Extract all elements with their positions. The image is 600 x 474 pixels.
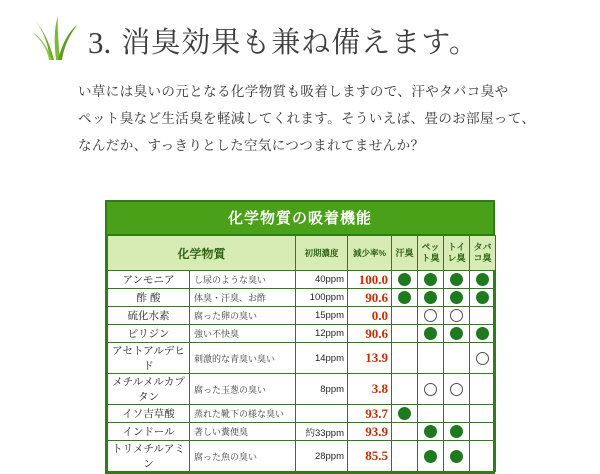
cell-chemical-description: 刺激的な青臭い臭い <box>190 343 296 374</box>
cell-chemical-name: アンモニア <box>108 271 190 289</box>
cell-mark-sweat <box>392 289 418 307</box>
cell-mark-sweat <box>392 307 418 325</box>
table-row <box>108 423 496 441</box>
lede-line-3: なんだか、すっきりとした空気につつまれてませんか？ <box>78 138 425 153</box>
cell-mark-pet <box>418 374 444 405</box>
header-odor-toilet: トイレ臭 <box>444 236 470 271</box>
filled-circle-icon <box>424 327 437 340</box>
cell-mark-sweat <box>392 325 418 343</box>
cell-mark-sweat <box>392 343 418 374</box>
cell-mark-toilet <box>444 289 470 307</box>
cell-mark-toilet <box>444 374 470 405</box>
cell-mark-sweat <box>392 271 418 289</box>
cell-mark-toilet <box>444 271 470 289</box>
chemical-absorption-table <box>105 200 495 474</box>
cell-mark-toilet <box>444 423 470 441</box>
filled-circle-icon <box>476 273 489 286</box>
header-odor-tobacco: タバコ臭 <box>470 236 496 271</box>
lede-line-2: ペット臭など生活臭を軽減してくれます。そういえば、畳のお部屋って、 <box>78 111 536 126</box>
cell-mark-toilet <box>444 441 470 472</box>
header-rate: 減少率% <box>348 236 392 271</box>
open-circle-icon <box>450 309 463 322</box>
open-circle-icon <box>450 383 463 396</box>
filled-circle-icon <box>450 425 463 438</box>
data-table <box>107 235 496 472</box>
cell-mark-toilet <box>444 343 470 374</box>
header-odor-pet: ペット臭 <box>418 236 444 271</box>
cell-chemical-description: 体臭・汗臭、お酢 <box>190 289 296 307</box>
cell-chemical-name: インドール <box>108 423 190 441</box>
cell-chemical-name: ピリジン <box>108 325 190 343</box>
cell-reduction-rate: 90.6 <box>348 289 392 307</box>
cell-mark-sweat <box>392 374 418 405</box>
cell-mark-tobacco <box>470 289 496 307</box>
table-title: 化学物質の吸着機能 <box>107 202 493 235</box>
cell-initial-concentration: 15ppm <box>296 307 348 325</box>
table-row <box>108 325 496 343</box>
cell-mark-pet <box>418 289 444 307</box>
cell-mark-pet <box>418 441 444 472</box>
cell-reduction-rate: 93.7 <box>348 405 392 423</box>
cell-mark-tobacco <box>470 441 496 472</box>
filled-circle-icon <box>398 273 411 286</box>
cell-initial-concentration: 100ppm <box>296 289 348 307</box>
cell-mark-tobacco <box>470 307 496 325</box>
table-row <box>108 307 496 325</box>
table-header-row <box>108 236 496 271</box>
cell-reduction-rate: 85.5 <box>348 441 392 472</box>
cell-chemical-name: メチルメルカプタン <box>108 374 190 405</box>
cell-mark-pet <box>418 343 444 374</box>
cell-initial-concentration <box>296 405 348 423</box>
header-odor-sweat: 汗臭 <box>392 236 418 271</box>
cell-reduction-rate: 3.8 <box>348 374 392 405</box>
page-heading <box>28 14 479 60</box>
grass-icon <box>28 14 80 60</box>
cell-mark-pet <box>418 271 444 289</box>
cell-initial-concentration: 約33ppm <box>296 423 348 441</box>
table-row <box>108 289 496 307</box>
table-row <box>108 405 496 423</box>
lede-paragraph <box>78 78 548 159</box>
cell-mark-pet <box>418 307 444 325</box>
cell-mark-sweat <box>392 441 418 472</box>
cell-initial-concentration: 8ppm <box>296 374 348 405</box>
cell-initial-concentration: 12ppm <box>296 325 348 343</box>
cell-chemical-description: 強い不快臭 <box>190 325 296 343</box>
cell-mark-tobacco <box>470 423 496 441</box>
cell-mark-sweat <box>392 423 418 441</box>
cell-mark-tobacco <box>470 271 496 289</box>
cell-mark-toilet <box>444 325 470 343</box>
cell-chemical-name: 硫化水素 <box>108 307 190 325</box>
cell-mark-tobacco <box>470 343 496 374</box>
cell-reduction-rate: 100.0 <box>348 271 392 289</box>
table-row <box>108 271 496 289</box>
cell-chemical-description: 腐った卵の臭い <box>190 307 296 325</box>
cell-mark-toilet <box>444 405 470 423</box>
heading-title: 消臭効果も兼ね備えます。 <box>121 27 479 59</box>
filled-circle-icon <box>476 291 489 304</box>
cell-reduction-rate: 90.6 <box>348 325 392 343</box>
filled-circle-icon <box>450 327 463 340</box>
cell-mark-tobacco <box>470 325 496 343</box>
cell-reduction-rate: 0.0 <box>348 307 392 325</box>
cell-reduction-rate: 93.9 <box>348 423 392 441</box>
filled-circle-icon <box>450 291 463 304</box>
filled-circle-icon <box>476 327 489 340</box>
header-chemical: 化学物質 <box>108 236 296 271</box>
cell-mark-tobacco <box>470 405 496 423</box>
table-row <box>108 374 496 405</box>
cell-chemical-description: 著しい糞便臭 <box>190 423 296 441</box>
filled-circle-icon <box>424 425 437 438</box>
cell-reduction-rate: 13.9 <box>348 343 392 374</box>
filled-circle-icon <box>450 273 463 286</box>
filled-circle-icon <box>424 291 437 304</box>
heading-number: 3. <box>88 25 112 60</box>
cell-initial-concentration: 14ppm <box>296 343 348 374</box>
cell-mark-pet <box>418 405 444 423</box>
filled-circle-icon <box>424 450 437 463</box>
cell-chemical-description: 腐った玉葱の臭い <box>190 374 296 405</box>
filled-circle-icon <box>398 407 411 420</box>
filled-circle-icon <box>450 450 463 463</box>
cell-mark-tobacco <box>470 374 496 405</box>
open-circle-icon <box>424 309 437 322</box>
cell-chemical-name: イソ吉草酸 <box>108 405 190 423</box>
cell-mark-pet <box>418 325 444 343</box>
header-concentration: 初期濃度 <box>296 236 348 271</box>
cell-initial-concentration: 40ppm <box>296 271 348 289</box>
cell-mark-sweat <box>392 405 418 423</box>
cell-mark-toilet <box>444 307 470 325</box>
lede-line-1: い草には臭いの元となる化学物質も吸着しますので、汗やタバコ臭や <box>78 84 509 99</box>
cell-chemical-description: 蒸れた靴下の様な臭い <box>190 405 296 423</box>
open-circle-icon <box>424 383 437 396</box>
table-body <box>108 271 496 472</box>
cell-chemical-name: 酢 酸 <box>108 289 190 307</box>
cell-chemical-name: アセトアルデヒド <box>108 343 190 374</box>
table-row <box>108 343 496 374</box>
cell-chemical-description: 腐った魚の臭い <box>190 441 296 472</box>
cell-chemical-name: トリメチルアミン <box>108 441 190 472</box>
open-circle-icon <box>476 352 489 365</box>
cell-initial-concentration: 28ppm <box>296 441 348 472</box>
cell-mark-pet <box>418 423 444 441</box>
cell-chemical-description: し尿のような臭い <box>190 271 296 289</box>
filled-circle-icon <box>424 273 437 286</box>
filled-circle-icon <box>398 291 411 304</box>
table-row <box>108 441 496 472</box>
